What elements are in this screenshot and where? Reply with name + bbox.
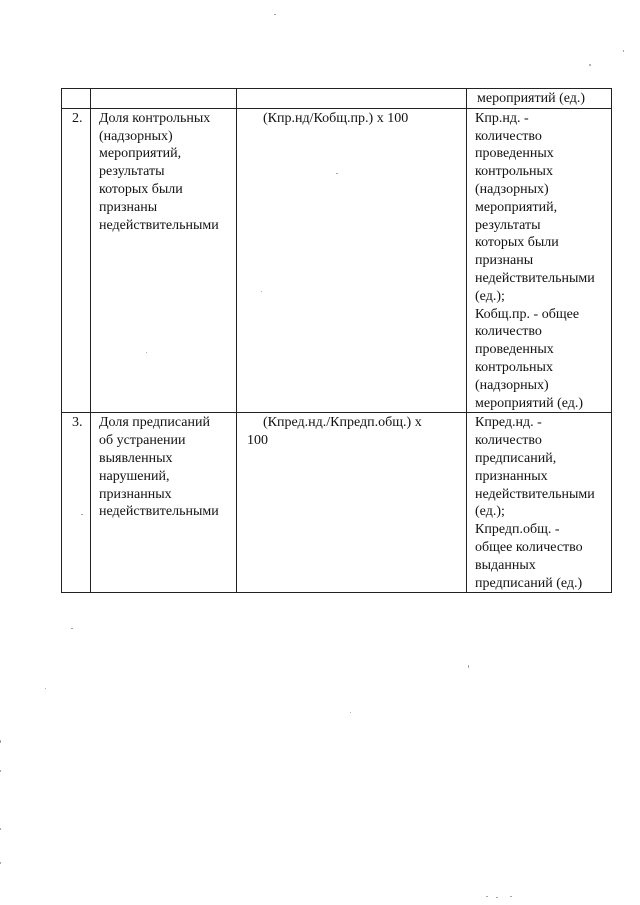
description-line: результаты [475, 217, 541, 233]
description-line: (надзорных) [475, 377, 549, 393]
indicator-description [467, 108, 612, 413]
description-line: проведенных [475, 146, 554, 162]
indicator-name [91, 413, 237, 593]
name-line: признаны [99, 199, 158, 215]
scan-speck [468, 665, 469, 668]
name-line: Доля предписаний [99, 415, 210, 431]
name-line: которых были [99, 181, 183, 197]
scan-speck [496, 897, 498, 898]
table-row-continuation [62, 89, 612, 109]
name-line: Доля контрольных [99, 110, 211, 126]
cell-description-continuation [467, 89, 612, 109]
scan-speck [589, 64, 591, 66]
name-line: мероприятий, [99, 146, 182, 162]
description-line: которых были [475, 235, 559, 251]
description-line: Кпред.нд. - [475, 415, 542, 431]
scan-speck [261, 291, 262, 292]
scan-speck [0, 740, 1, 743]
scan-speck [45, 688, 46, 689]
description-line: недействительными [475, 270, 595, 286]
table-row-3 [62, 413, 612, 593]
formula-line: (Кпред.нд./Кпредп.общ.) х [263, 415, 422, 431]
description-line: мероприятий (ед.) [475, 395, 584, 411]
description-line: Кпр.нд. - [475, 110, 529, 126]
scan-speck [0, 862, 1, 864]
name-line: об устранении [99, 433, 186, 449]
name-line: выявленных [99, 450, 173, 466]
description-line: (ед.); [475, 504, 505, 520]
description-line: мероприятий, [475, 199, 558, 215]
row-number: 2. [62, 108, 91, 413]
scan-speck [81, 514, 83, 515]
scan-speck [146, 352, 147, 353]
cell-number-empty [62, 89, 91, 109]
row-number: 3. [62, 413, 91, 593]
description-line: Кобщ.пр. - общее [475, 306, 580, 322]
cell-formula-empty [237, 89, 467, 109]
description-line: количество [475, 128, 542, 144]
description-line: предписаний (ед.) [475, 575, 583, 591]
name-line: нарушений, [99, 468, 170, 484]
description-line: признаны [475, 253, 534, 269]
description-line: (ед.); [475, 288, 505, 304]
description-line: (надзорных) [475, 181, 549, 197]
indicator-name [91, 108, 237, 413]
scan-speck [274, 14, 276, 15]
table-row-2 [62, 108, 612, 413]
description-line: контрольных [475, 164, 553, 180]
description-line: признанных [475, 468, 548, 484]
description-line: проведенных [475, 342, 554, 358]
scan-speck [510, 896, 512, 897]
indicators-table [61, 88, 612, 593]
description-line: выданных [475, 557, 536, 573]
scan-speck [336, 173, 338, 174]
description-line: количество [475, 433, 542, 449]
formula-line: 100 [247, 433, 268, 449]
name-line: (надзорных) [99, 128, 173, 144]
description-tail: мероприятий (ед.) [477, 91, 586, 106]
scan-speck [0, 828, 1, 830]
scan-speck [486, 896, 488, 897]
scan-speck [71, 628, 73, 629]
description-line: предписаний, [475, 450, 557, 466]
cell-name-empty [91, 89, 237, 109]
description-line: недействительными [475, 486, 595, 502]
name-line: недействительными [99, 217, 219, 233]
scan-speck [0, 770, 1, 772]
formula-line: (Кпр.нд/Кобщ.пр.) х 100 [263, 110, 409, 126]
description-line: общее количество [475, 539, 583, 555]
description-line: контрольных [475, 359, 553, 375]
description-line: Кпредп.общ. - [475, 522, 560, 538]
name-line: признанных [99, 486, 172, 502]
indicator-description [467, 413, 612, 593]
scan-speck [623, 50, 624, 52]
indicator-formula [237, 108, 467, 413]
indicator-formula [237, 413, 467, 593]
name-line: результаты [99, 164, 165, 180]
description-line: количество [475, 324, 542, 340]
scan-speck [350, 712, 351, 713]
name-line: недействительными [99, 504, 219, 520]
